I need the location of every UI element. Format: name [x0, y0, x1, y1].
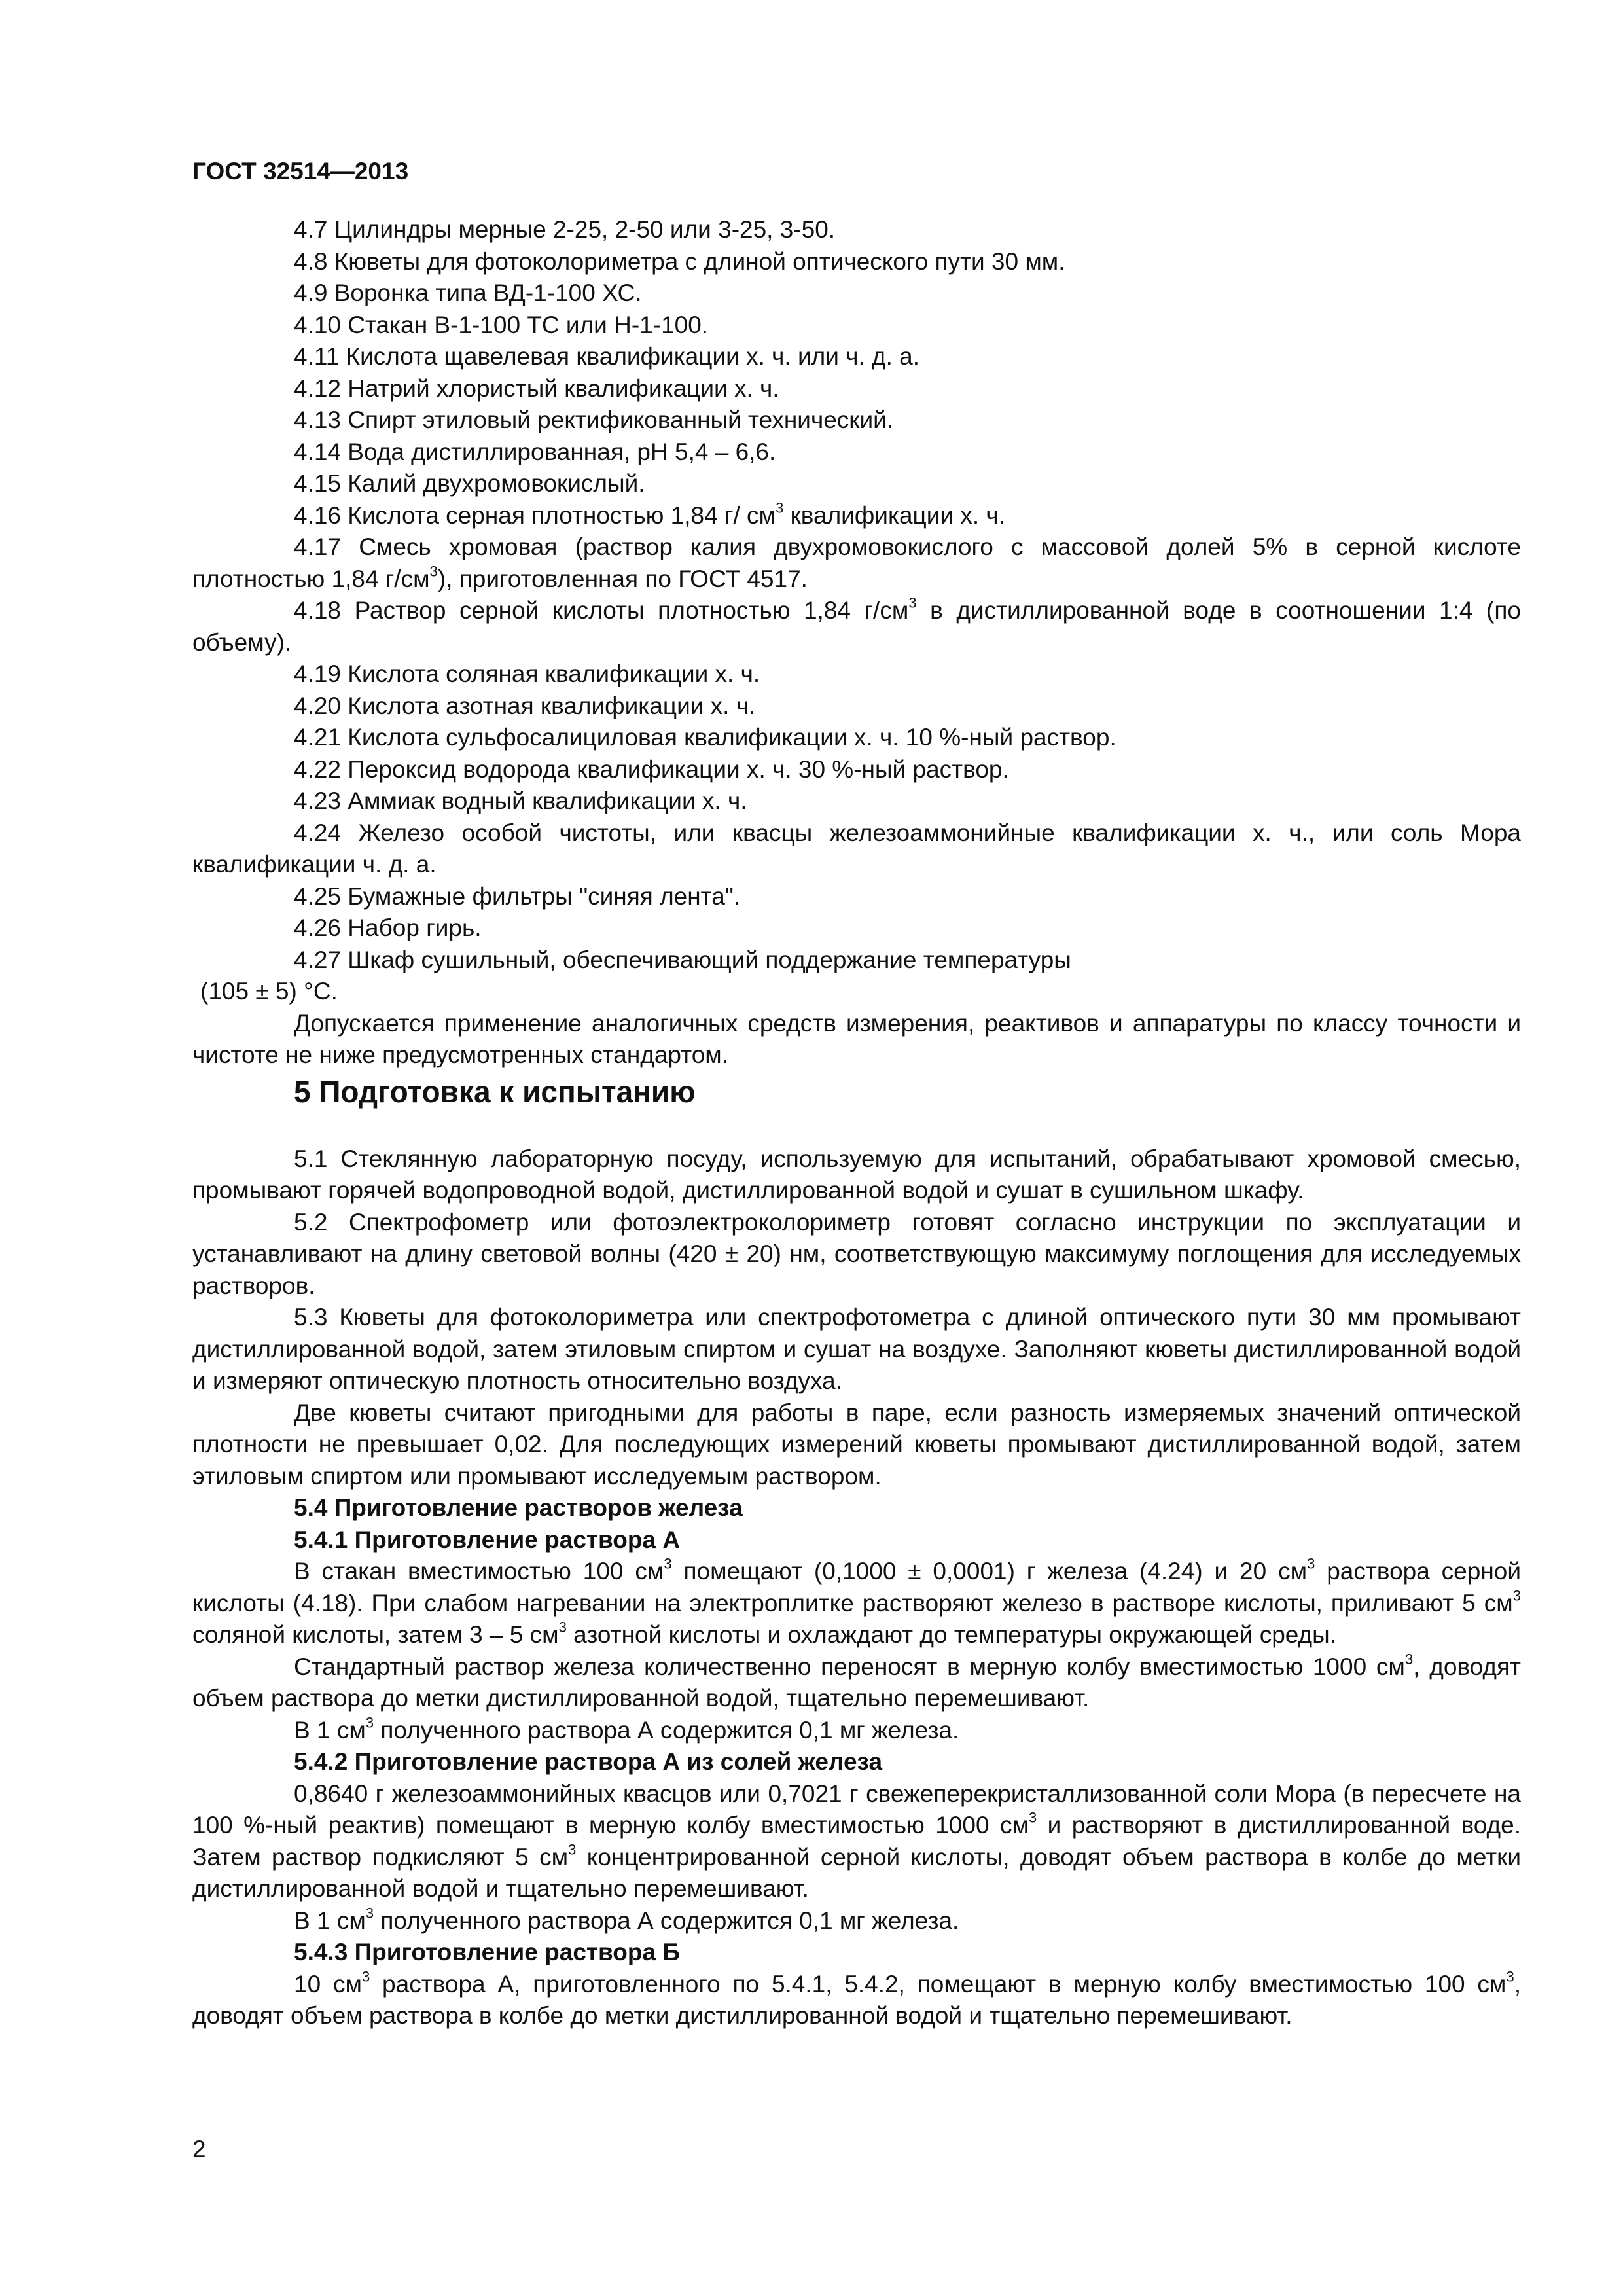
item-4-27: 4.27 Шкаф сушильный, обеспечивающий поддержание температуры	[294, 946, 1071, 973]
item-4-7: 4.7 Цилиндры мерные 2-25, 2-50 или 3-25, 3-50.	[294, 216, 836, 243]
subsection-5-4-1-heading: 5.4.1 Приготовление раствора А	[294, 1526, 681, 1553]
item-4-14: 4.14 Вода дистиллированная, pH 5,4 – 6,6.	[294, 438, 776, 465]
item-4-12: 4.12 Натрий хлористый квалификации х. ч.	[294, 374, 779, 402]
subsection-5-4-heading: 5.4 Приготовление растворов железа	[294, 1494, 743, 1521]
item-4-24: 4.24 Железо особой чистоты, или квасцы железоаммонийные квалификации х. ч., или соль Мора квалификации ч. д. а.	[192, 819, 1521, 878]
item-4-10: 4.10 Стакан В-1-100 ТС или Н-1-100.	[294, 311, 709, 338]
item-4-18: 4.18 Раствор серной кислоты плотностью 1,84 $г/см^3$ в дистиллированной воде в соотношении 1:4 (по объему).	[192, 594, 1521, 656]
subsection-5-4-2-heading: 5.4.2 Приготовление раствора А из солей железа	[294, 1748, 883, 1775]
item-4-22: 4.22 Пероксид водорода квалификации х. ч. 30 %-ный раствор.	[294, 755, 1009, 783]
clause-5-4-1-concentration: В 1 $см^3$ полученного раствора А содержится 0,1 мг железа.	[294, 1713, 959, 1744]
item-4-16: 4.16 Кислота серная плотностью 1,84 г/ $см^3$ квалификации х. ч.	[294, 499, 1005, 529]
clause-5-2: 5.2 Спектрофометр или фотоэлектроколориметр готовят согласно инструкции по эксплуатации и устанавливают на длину световой волны (420 ± 20) нм, соответствующую максимуму поглощения для исследуемых растворов.	[192, 1208, 1521, 1299]
item-4-26: 4.26 Набор гирь.	[294, 914, 482, 941]
item-4-27-continuation: (105 ± 5) °С.	[200, 978, 338, 1005]
substitution-note: Допускается применение аналогичных средств измерения, реактивов и аппаратуры по классу точности и чистоте не ниже предусмотренных стандартом.	[192, 1009, 1521, 1068]
clause-5-3-continuation: Две кюветы считают пригодными для работы в паре, если разность измеряемых значений оптической плотности не превышает 0,02. Для последующих измерений кюветы промывают дистиллированной водой, затем этиловым спиртом или промывают исследуемым раствором.	[192, 1399, 1521, 1490]
item-4-8: 4.8 Кюветы для фотоколориметра с длиной оптического пути 30 мм.	[294, 247, 1065, 275]
item-4-17: 4.17 Смесь хромовая (раствор калия двухромовокислого с массовой долей 5% в серной кислоте плотностью 1,84 $г/см^3$), приготовленная по ГОСТ 4517.	[192, 533, 1521, 592]
section-5-heading: 5 Подготовка к испытанию	[294, 1074, 696, 1109]
clause-5-3: 5.3 Кюветы для фотоколориметра или спектрофотометра с длиной оптического пути 30 мм промывают дистиллированной водой, затем этиловым спиртом и сушат на воздухе. Заполняют кюветы дистиллированной водой и измеряют оптическую плотность относительно воздуха.	[192, 1304, 1521, 1394]
item-4-21: 4.21 Кислота сульфосалициловая квалификации х. ч. 10 %-ный раствор.	[294, 724, 1116, 751]
subsection-5-4-3-heading: 5.4.3 Приготовление раствора Б	[294, 1939, 680, 1965]
item-4-11: 4.11 Кислота щавелевая квалификации х. ч. или ч. д. а.	[294, 343, 920, 370]
item-4-19: 4.19 Кислота соляная квалификации х. ч.	[294, 660, 760, 687]
page-number: 2	[192, 2136, 206, 2162]
clause-5-1: 5.1 Стеклянную лабораторную посуду, используемую для испытаний, обрабатывают хромовой смесью, промывают горячей водопроводной водой, дистиллированной водой и сушат в сушильном шкафу.	[192, 1145, 1521, 1204]
item-4-13: 4.13 Спирт этиловый ректификованный технический.	[294, 406, 894, 433]
clause-5-4-2-text: 0,8640 г железоаммонийных квасцов или 0,7021 г свежеперекристаллизованной соли Мора (в пересчете на 100 %-ный реактив) помещают в мерную колбу вместимостью 1000 $см^3$ и растворяют в дистиллированной воде. Затем раствор подкисляют 5 $см^3$ концентрированной серной кислоты, доводят объем раствора в колбе до метки дистиллированной водой и тщательно перемешивают.	[192, 1780, 1522, 1902]
item-4-20: 4.20 Кислота азотная квалификации х. ч.	[294, 692, 756, 719]
clause-5-4-3-text: 10 $см^3$ раствора А, приготовленного по 5.4.1, 5.4.2, помещают в мерную колбу вместимостью 100 $см^3$, доводят объем раствора в колбе до метки дистиллированной водой и тщательно перемешивают.	[192, 1967, 1521, 2029]
clause-5-4-2-concentration: В 1 $см^3$ полученного раствора А содержится 0,1 мг железа.	[294, 1904, 959, 1934]
item-4-23: 4.23 Аммиак водный квалификации х. ч.	[294, 787, 747, 814]
item-4-15: 4.15 Калий двухромовокислый.	[294, 470, 645, 497]
clause-5-4-1-text: В стакан вместимостью 100 $см^3$ помещают (0,1000 ± 0,0001) г железа (4.24) и 20 $см^3$ раствора серной кислоты (4.18). При слабом нагревании на электроплитке растворяют железо в растворе кислоты, приливают 5 $см^3$ соляной кислоты, затем 3 – 5 $см^3$ азотной кислоты и охлаждают до температуры окружающей среды.	[192, 1555, 1521, 1648]
document-body	[192, 214, 1521, 2032]
item-4-9: 4.9 Воронка типа ВД-1-100 ХС.	[294, 279, 642, 306]
item-4-25: 4.25 Бумажные фильтры "синяя лента".	[294, 882, 741, 910]
clause-5-4-1-transfer: Стандартный раствор железа количественно переносят в мерную колбу вместимостью 1000 $см^3$, доводят объем раствора до метки дистиллированной водой, тщательно перемешивают.	[192, 1650, 1521, 1712]
document-code-header: ГОСТ 32514—2013	[192, 158, 409, 185]
